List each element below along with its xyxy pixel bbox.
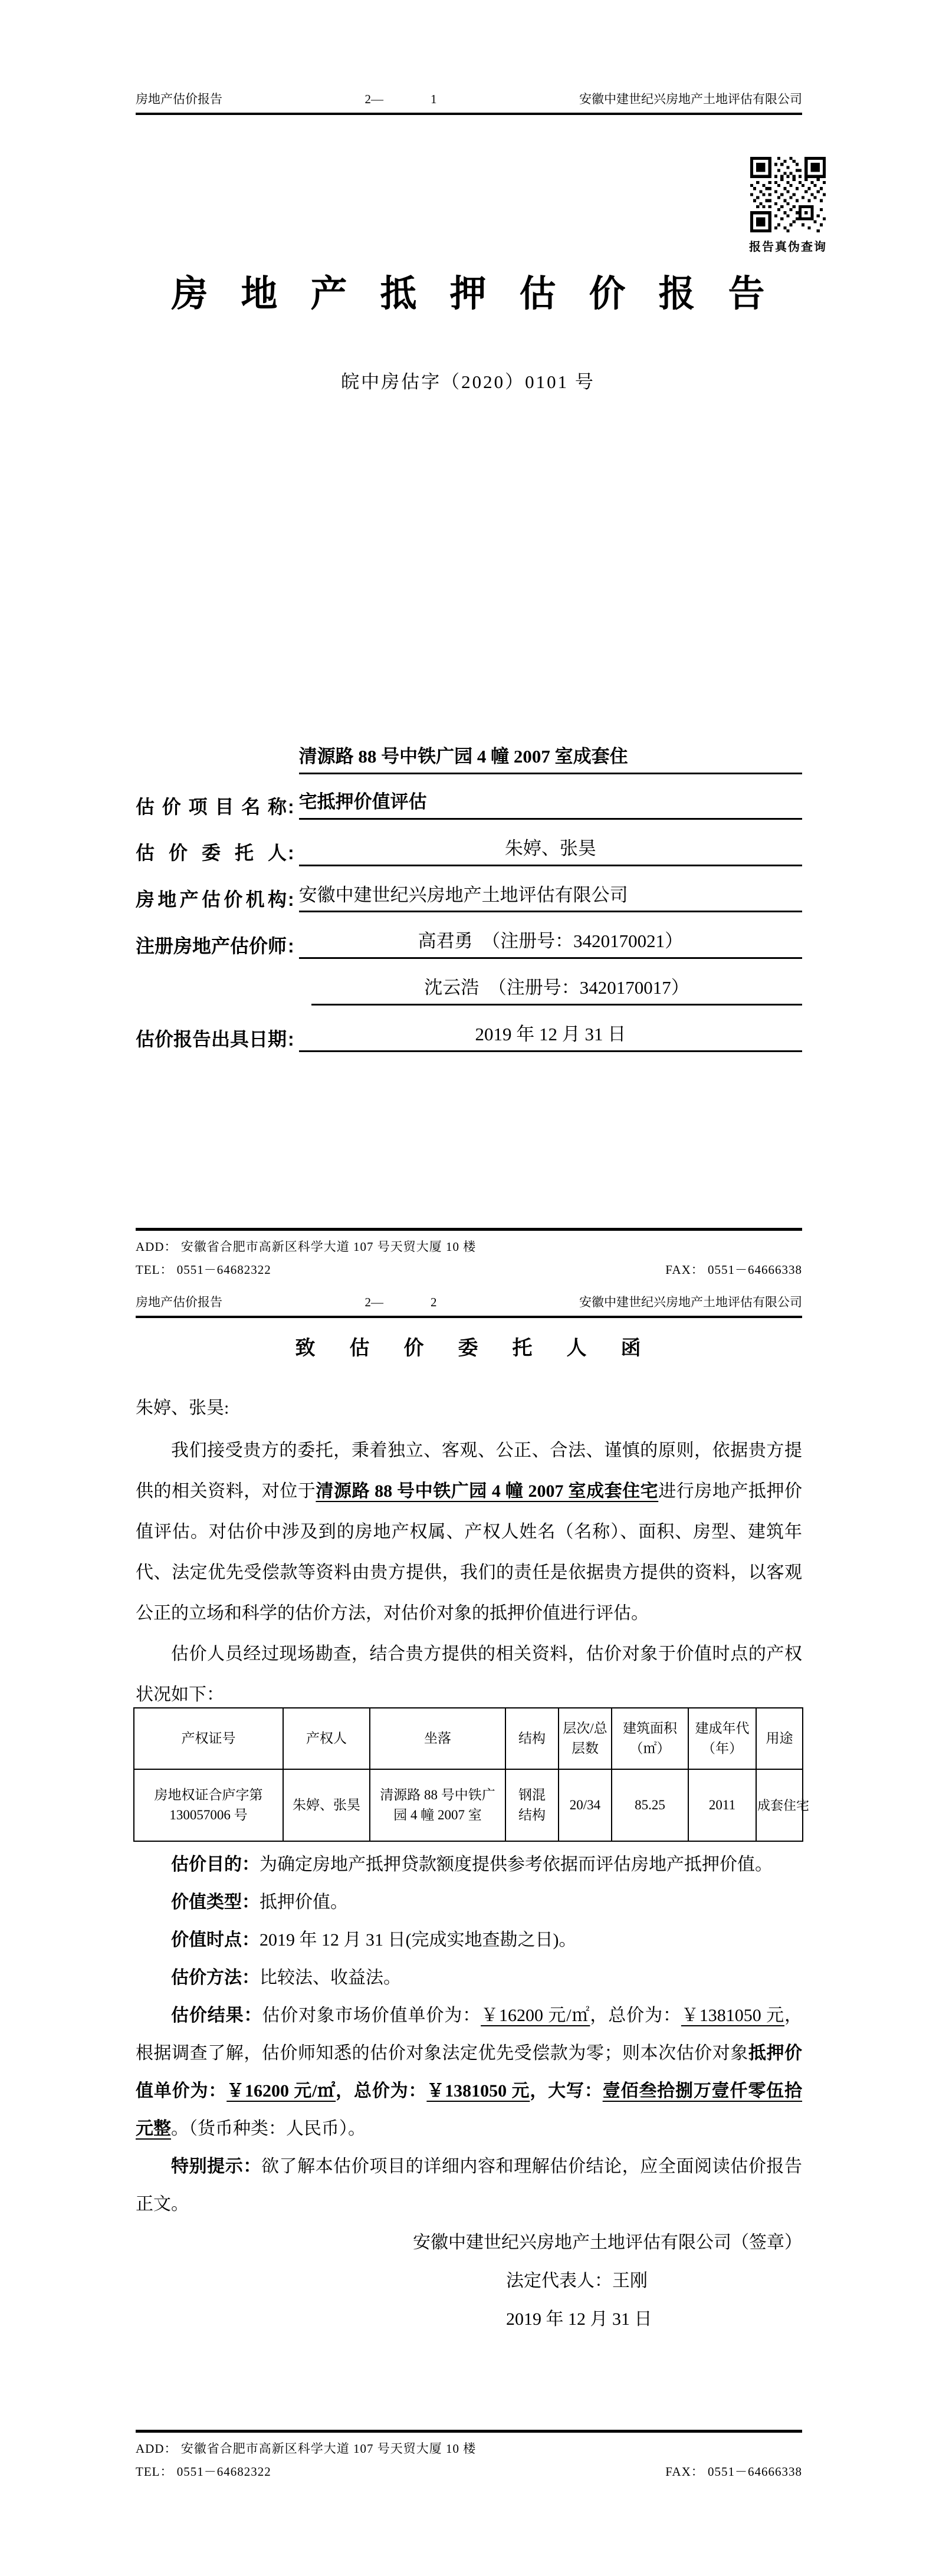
value-date-label: 价值时点： [171, 1930, 260, 1950]
report-date-value: 2019 年 12 月 31 日 [299, 1022, 802, 1052]
footer-tel: TEL： 0551－64682322 [136, 2465, 271, 2479]
signature-representative: 法定代表人：王刚 [506, 2271, 648, 2291]
label-colon: : [288, 796, 294, 817]
letter-body-intro [136, 1430, 802, 1715]
header-doc-type: 房地产估价报告 [136, 92, 222, 106]
result-text: ，根据调查了解，估价师知悉的估价对象法定优先受偿款为零；则本次估价对象 [136, 2006, 803, 2063]
report-date-label: 估价报告出具日期 [136, 1028, 287, 1050]
col-use: 用途 [756, 1708, 803, 1769]
col-floor: 层次/总层数 [559, 1708, 612, 1769]
page1-header [136, 92, 802, 115]
cell-cert-number: 房地权证合庐字第 130057006 号 [134, 1769, 283, 1841]
page2-header [136, 1295, 802, 1318]
result-item [136, 1997, 802, 2148]
table-header-row [134, 1708, 803, 1769]
paragraph-text: 我们接受贵方的委托，秉着独立、客观、公正、合法、谨慎的原则，依据贵方提供的相关资料，对位于 [136, 1441, 802, 1501]
letter-paragraph-1 [136, 1430, 802, 1634]
signature-company: 安徽中建世纪兴房地产土地评估有限公司（签章） [413, 2233, 802, 2252]
appraiser2-field [136, 975, 802, 1006]
page1-footer [136, 1228, 802, 1279]
client-field [136, 836, 802, 866]
mortgage-unit-price-value: ￥16200 元/㎡ [226, 2081, 336, 2101]
footer-fax: FAX： 0551－64666338 [665, 2465, 802, 2479]
client-label: 估价委托人 [136, 842, 287, 864]
header-page-indicator [222, 1295, 579, 1310]
qr-block [747, 157, 829, 254]
agency-field [136, 883, 802, 913]
value-type-label: 价值类型： [171, 1892, 260, 1912]
value-type-item [136, 1884, 802, 1921]
mortgage-price-label: 抵押价值单价为： [136, 2043, 803, 2101]
project-name-value [299, 744, 802, 820]
paragraph-text: 进行房地产抵押价值评估。对估价中涉及到的房地产权属、产权人姓名（名称）、面积、房型、建筑年代、法定优先受偿款等资料由贵方提供，我们的责任是依据贵方提供的资料，以客观公正的立场和科学的估价方法，对估价对象的抵押价值进行评估。 [136, 1481, 803, 1623]
agency-label: 房地产估价机构 [136, 889, 287, 911]
agency-value: 安徽中建世纪兴房地产土地评估有限公司 [299, 883, 802, 913]
report-date-field [136, 1022, 802, 1052]
appraiser2-value: 沈云浩 （注册号：3420170017） [311, 975, 802, 1006]
cell-use: 成套住宅 [756, 1769, 803, 1841]
value-type-text: 抵押价值。 [260, 1892, 348, 1912]
project-name-label: 估价项目名称 [136, 796, 287, 817]
footer-address: ADD： 安徽省合肥市高新区科学大道 107 号天贸大厦 10 楼 [136, 2442, 477, 2456]
footer-address: ADD： 安徽省合肥市高新区科学大道 107 号天贸大厦 10 楼 [136, 1240, 477, 1254]
header-company-name: 安徽中建世纪兴房地产土地评估有限公司 [579, 1295, 802, 1309]
purpose-text: 为确定房地产抵押贷款额度提供参考依据而评估房地产抵押价值。 [260, 1855, 773, 1874]
col-owner: 产权人 [283, 1708, 370, 1769]
label-colon: : [288, 935, 294, 957]
label-colon: : [288, 889, 294, 911]
mortgage-total-price-value: ￥1381050 元 [426, 2081, 530, 2101]
cell-area: 85.25 [612, 1769, 688, 1841]
cell-floor: 20/34 [559, 1769, 612, 1841]
cell-owner: 朱婷、张昊 [283, 1769, 370, 1841]
header-company-name: 安徽中建世纪兴房地产土地评估有限公司 [579, 92, 802, 106]
method-item [136, 1959, 802, 1997]
purpose-item [136, 1846, 802, 1884]
col-area: 建筑面积（㎡） [612, 1708, 688, 1769]
appraiser-label: 注册房地产估价师 [136, 935, 287, 957]
footer-contacts [136, 1262, 802, 1278]
col-structure: 结构 [505, 1708, 559, 1769]
col-year-built: 建成年代（年） [688, 1708, 756, 1769]
result-text: ，大写： [530, 2081, 603, 2101]
qr-code-image [750, 157, 826, 232]
col-location: 坐落 [370, 1708, 505, 1769]
label-colon: : [288, 842, 294, 864]
header-page-number: 1 [431, 92, 437, 106]
subject-property-text: 清源路 88 号中铁广园 4 幢 2007 室成套住宅 [316, 1481, 659, 1501]
method-label: 估价方法： [171, 1968, 260, 1987]
result-label: 估价结果： [171, 2006, 262, 2025]
footer-contacts [136, 2464, 802, 2480]
label-colon: : [288, 1028, 294, 1050]
letter-salutation: 朱婷、张昊: [136, 1398, 229, 1418]
value-date-text: 2019 年 12 月 31 日(完成实地查勘之日)。 [260, 1930, 577, 1950]
value-date-item [136, 1921, 802, 1959]
total-price-value: ￥1381050 元 [681, 2006, 785, 2025]
unit-price-value: ￥16200 元/㎡ [481, 2006, 590, 2025]
project-name-field [136, 744, 802, 820]
project-name-line2: 宅抵押价值评估 [299, 790, 802, 820]
signature-date: 2019 年 12 月 31 日 [506, 2309, 652, 2329]
header-page-prefix: 2— [364, 92, 383, 106]
page2-footer [136, 2430, 802, 2480]
header-page-number: 2 [431, 1295, 437, 1309]
letter-body-items [136, 1846, 802, 2223]
qr-caption: 报告真伪查询 [749, 241, 827, 254]
col-cert-number: 产权证号 [134, 1708, 283, 1769]
report-number: 皖中房估字（2020）0101 号 [341, 372, 595, 392]
cover-form [136, 744, 802, 1069]
ownership-table [133, 1707, 810, 1842]
header-doc-type: 房地产估价报告 [136, 1295, 222, 1309]
result-text: 估价对象市场价值单价为： [262, 2006, 481, 2025]
footer-tel: TEL： 0551－64682322 [136, 1263, 271, 1277]
purpose-label: 估价目的： [171, 1855, 260, 1874]
cell-location: 清源路 88 号中铁广园 4 幢 2007 室 [370, 1769, 505, 1841]
project-name-line1: 清源路 88 号中铁广园 4 幢 2007 室成套住 [299, 744, 802, 774]
notice-label: 特别提示： [171, 2157, 261, 2176]
footer-fax: FAX： 0551－64666338 [665, 1263, 802, 1277]
appraiser-field [136, 929, 802, 959]
result-text: ，总价为： [590, 2006, 681, 2025]
signature-block [136, 2223, 802, 2338]
letter-title: 致估价委托人函 [295, 1338, 675, 1359]
price-in-words-value: 壹佰叁拾捌万壹仟零伍拾元整 [136, 2081, 803, 2138]
client-value: 朱婷、张昊 [299, 836, 802, 866]
letter-paragraph-2: 估价人员经过现场勘查，结合贵方提供的相关资料，估价对象于价值时点的产权状况如下： [136, 1644, 802, 1704]
header-page-indicator [222, 92, 579, 107]
result-text: 。（货币种类：人民币）。 [171, 2119, 366, 2138]
notice-item [136, 2148, 802, 2223]
header-page-prefix: 2— [364, 1295, 383, 1309]
method-text: 比较法、收益法。 [260, 1968, 401, 1987]
table-data-row [134, 1769, 803, 1841]
appraiser1-value: 高君勇 （注册号：3420170021） [299, 929, 802, 959]
notice-text: 欲了解本估价项目的详细内容和理解估价结论，应全面阅读估价报告正文。 [136, 2157, 803, 2214]
result-text: ，总价为： [336, 2081, 427, 2101]
cell-structure: 钢混结构 [505, 1769, 559, 1841]
report-title: 房地产抵押估价报告 [171, 274, 798, 314]
cell-year-built: 2011 [688, 1769, 756, 1841]
